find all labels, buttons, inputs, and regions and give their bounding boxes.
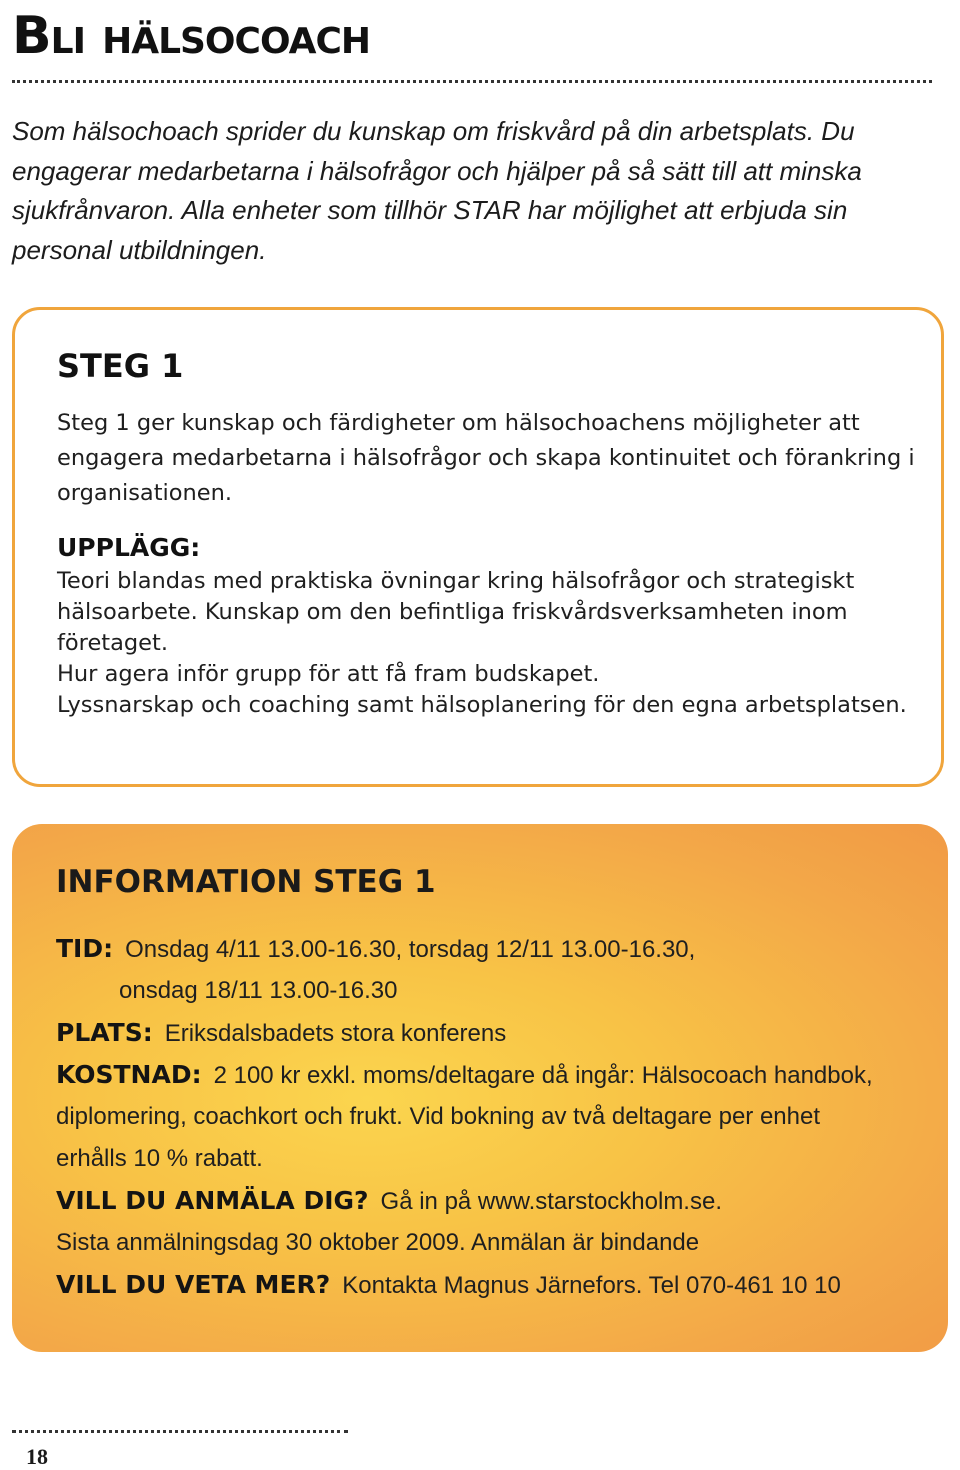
upplagg-line: Lyssnarskap och coaching samt hälsoplanering för den egna arbetsplatsen. bbox=[57, 692, 907, 718]
information-box bbox=[12, 824, 948, 1352]
step-1-box bbox=[12, 307, 944, 787]
footer-divider bbox=[12, 1430, 348, 1433]
veta-mer-row bbox=[56, 1270, 841, 1301]
upplagg-line: Teori blandas med praktiska övningar kring hälsofrågor och strategiskt hälsoarbete. Kunskap om den befintliga friskvårdsverksamheten inom företaget. bbox=[57, 568, 855, 656]
upplagg-label: UPPLÄGG: bbox=[57, 533, 201, 562]
plats-value: Eriksdalsbadets stora konferens bbox=[164, 1020, 507, 1047]
tid-value: Onsdag 4/11 13.00-16.30, torsdag 12/11 13.00-16.30, bbox=[125, 936, 696, 963]
tid-value-continued: onsdag 18/11 13.00-16.30 bbox=[119, 977, 398, 1004]
anmala-row bbox=[56, 1186, 722, 1217]
information-heading: INFORMATION STEG 1 bbox=[56, 864, 436, 900]
kostnad-value: 2 100 kr exkl. moms/deltagare då ingår: Hälsocoach handbok, bbox=[213, 1062, 873, 1089]
page-title: Bli hälsocoach bbox=[12, 6, 370, 66]
step-description: Steg 1 ger kunskap och färdigheter om hälsochoachens möjligheter att engagera medarbetarna i hälsofrågor och skapa kontinuitet och förankring i organisationen. bbox=[57, 410, 915, 506]
title-divider bbox=[12, 80, 932, 83]
plats-row bbox=[56, 1018, 506, 1049]
kostnad-label: KOSTNAD: bbox=[56, 1060, 202, 1089]
page-number: 18 bbox=[26, 1444, 48, 1469]
upplagg-description bbox=[57, 566, 917, 721]
sista-anmalningsdag: Sista anmälningsdag 30 oktober 2009. Anmälan är bindande bbox=[56, 1229, 700, 1256]
step-heading: STEG 1 bbox=[57, 347, 184, 385]
tid-row bbox=[56, 934, 695, 965]
veta-mer-label: VILL DU VETA MER? bbox=[56, 1270, 331, 1299]
intro-paragraph: Som hälsochoach sprider du kunskap om friskvård på din arbetsplats. Du engagerar medarbetarna i hälsofrågor och hjälper på så sätt till att minska sjukfrånvaron. Alla enheter som tillhör STAR har möjlighet att erbjuda sin personal utbildningen. bbox=[12, 116, 862, 265]
anmala-label: VILL DU ANMÄLA DIG? bbox=[56, 1186, 369, 1215]
veta-mer-value: Kontakta Magnus Järnefors. Tel 070-461 10 10 bbox=[342, 1272, 841, 1299]
plats-label: PLATS: bbox=[56, 1018, 153, 1047]
tid-label: TID: bbox=[56, 934, 114, 963]
kostnad-value-continued: diplomering, coachkort och frukt. Vid bokning av två deltagare per enhet bbox=[56, 1103, 821, 1130]
kostnad-value-continued: erhålls 10 % rabatt. bbox=[56, 1145, 263, 1172]
kostnad-row bbox=[56, 1060, 873, 1091]
upplagg-line: Hur agera inför grupp för att få fram budskapet. bbox=[57, 661, 600, 687]
anmala-value: Gå in på www.starstockholm.se. bbox=[380, 1188, 722, 1215]
